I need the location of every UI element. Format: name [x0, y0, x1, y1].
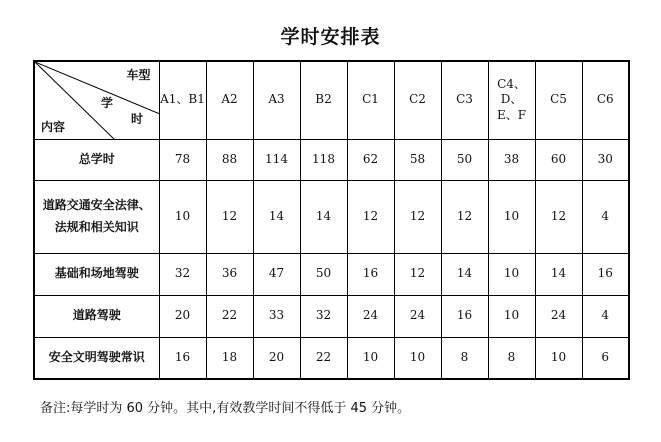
- table-cell: 10: [347, 337, 394, 379]
- table-cell: 20: [159, 295, 206, 337]
- table-cell: 50: [441, 139, 488, 180]
- table-cell: 62: [347, 139, 394, 180]
- table-cell: 12: [394, 253, 441, 295]
- table-cell: 22: [206, 295, 253, 337]
- table-cell: 12: [347, 180, 394, 253]
- table-cell: 32: [159, 253, 206, 295]
- table-cell: 16: [441, 295, 488, 337]
- corner-vehicle-type: 车型: [126, 68, 151, 82]
- col-header: C3: [441, 61, 488, 139]
- table-cell: 78: [159, 139, 206, 180]
- table-cell: 24: [394, 295, 441, 337]
- table-cell: 4: [582, 295, 629, 337]
- table-cell: 10: [488, 253, 535, 295]
- table-cell: 24: [347, 295, 394, 337]
- table-cell: 12: [394, 180, 441, 253]
- table-cell: 60: [535, 139, 582, 180]
- col-header: A3: [253, 61, 300, 139]
- table-cell: 12: [535, 180, 582, 253]
- table-cell: 24: [535, 295, 582, 337]
- col-header: C5: [535, 61, 582, 139]
- table-cell: 30: [582, 139, 629, 180]
- table-row: [34, 139, 629, 180]
- table-cell: 14: [253, 180, 300, 253]
- table-cell: 36: [206, 253, 253, 295]
- col-header: C6: [582, 61, 629, 139]
- row-label: 安全文明驾驶常识: [34, 337, 159, 379]
- corner-cell: [34, 61, 159, 139]
- header-row: [34, 61, 629, 139]
- col-header: A2: [206, 61, 253, 139]
- table-cell: 58: [394, 139, 441, 180]
- table-cell: 114: [253, 139, 300, 180]
- corner-hours-2: 时: [131, 112, 144, 126]
- col-header: C1: [347, 61, 394, 139]
- table-cell: 33: [253, 295, 300, 337]
- table-cell: 16: [159, 337, 206, 379]
- col-header: A1、B1: [159, 61, 206, 139]
- corner-content: 内容: [41, 120, 66, 134]
- table-cell: 10: [488, 180, 535, 253]
- table-cell: 88: [206, 139, 253, 180]
- table-cell: 47: [253, 253, 300, 295]
- table-cell: 20: [253, 337, 300, 379]
- col-header: B2: [300, 61, 347, 139]
- table-cell: 8: [488, 337, 535, 379]
- table-cell: 12: [441, 180, 488, 253]
- table-title: 学时安排表: [280, 26, 381, 48]
- corner-hours-1: 学: [101, 96, 114, 110]
- table-cell: 10: [488, 295, 535, 337]
- table-cell: 14: [300, 180, 347, 253]
- table-row: [34, 180, 629, 253]
- table-cell: 10: [535, 337, 582, 379]
- table-cell: 8: [441, 337, 488, 379]
- row-label: 道路交通安全法律、法规和相关知识: [34, 180, 159, 253]
- table-cell: 38: [488, 139, 535, 180]
- hours-table: [33, 60, 630, 380]
- table-cell: 10: [394, 337, 441, 379]
- table-cell: 32: [300, 295, 347, 337]
- col-header: C4、D、E、F: [488, 61, 535, 139]
- row-label: 总学时: [34, 139, 159, 180]
- table-cell: 16: [582, 253, 629, 295]
- footnote: 备注:每学时为 60 分钟。其中,有效教学时间不得低于 45 分钟。: [40, 401, 411, 416]
- table-cell: 22: [300, 337, 347, 379]
- table-cell: 118: [300, 139, 347, 180]
- table-cell: 18: [206, 337, 253, 379]
- table-cell: 10: [159, 180, 206, 253]
- table-cell: 4: [582, 180, 629, 253]
- table-row: [34, 295, 629, 337]
- table-cell: 14: [441, 253, 488, 295]
- row-label: 道路驾驶: [34, 295, 159, 337]
- table-cell: 6: [582, 337, 629, 379]
- table-cell: 12: [206, 180, 253, 253]
- table-row: [34, 337, 629, 379]
- table-cell: 16: [347, 253, 394, 295]
- row-label: 基础和场地驾驶: [34, 253, 159, 295]
- col-header: C2: [394, 61, 441, 139]
- table-cell: 14: [535, 253, 582, 295]
- table-cell: 50: [300, 253, 347, 295]
- table-row: [34, 253, 629, 295]
